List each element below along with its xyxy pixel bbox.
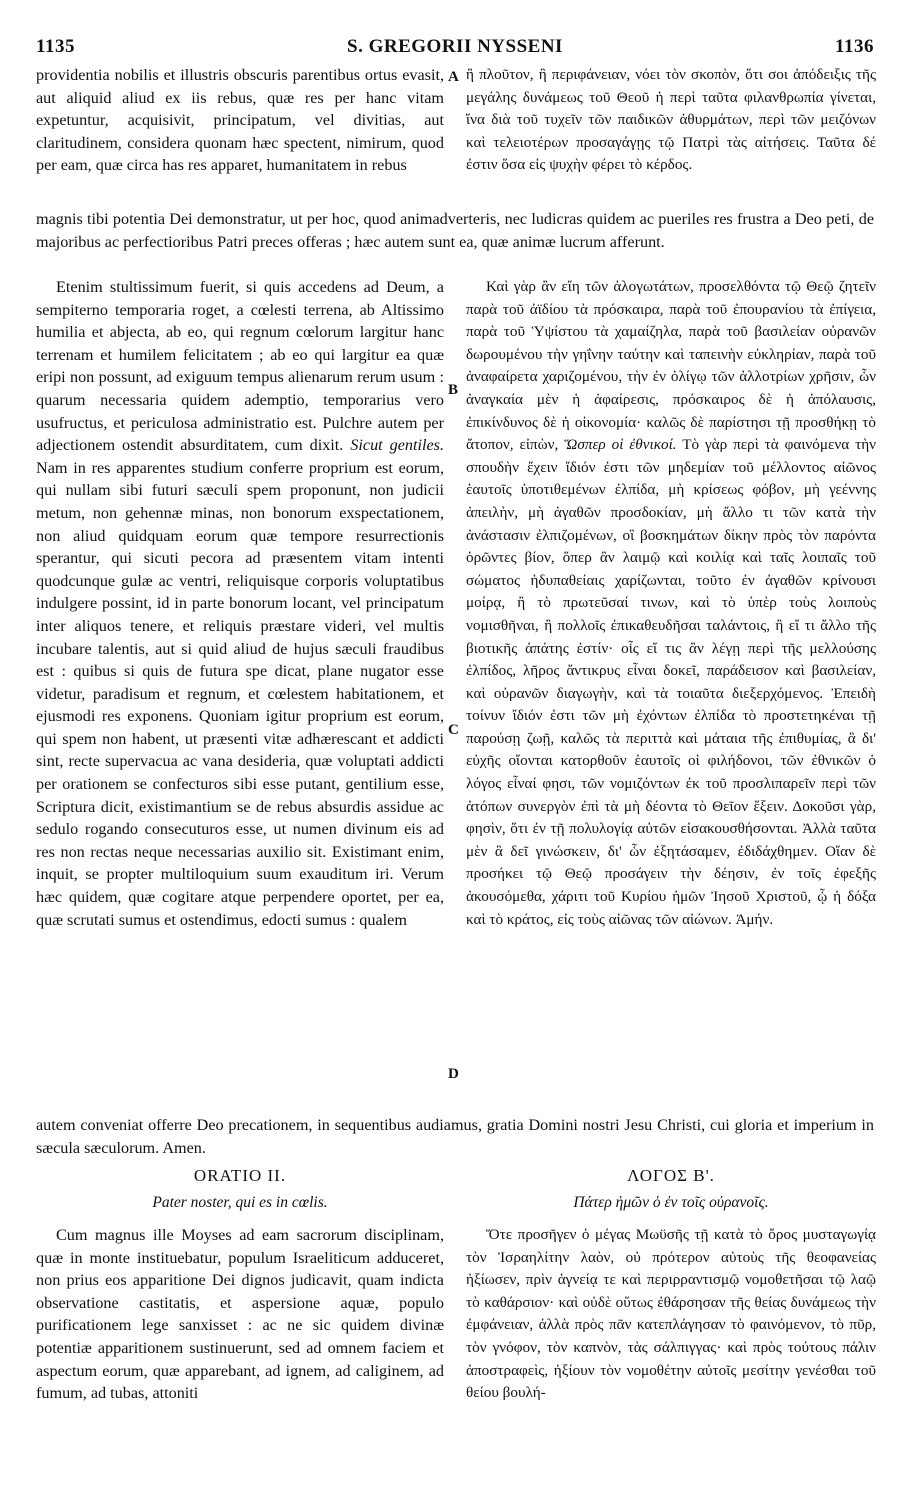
greek-oration-text-column [466,1224,876,1434]
greek-oration-title: ΛΟΓΟΣ Β'. [627,1166,715,1185]
margin-marker-a: A [448,69,459,85]
greek-scripture-quote: Ὥσπερ οἱ ἐθνικοί. [564,436,677,454]
latin-paragraph-1: Etenim stultissimum fuerit, si quis accedens ad Deum, a sempiterno temporaria roget, a cœlesti terrena, ab Altissimo humilia et abjecta, ab eo, qui regnum cœlorum largitur hanc terrenam et humilem felicitatem ; ab eo qui largitur ea quæ eripi non possunt, ad exiguum tempus alienarum rerum usum : quarum necessaria quidem ademptio, temporarius vero usufructus, et periculosa administratio est. Pulchre autem per adjectionem ostendit absurditatem, cum dixit. [36,278,444,455]
left-page-number: 1135 [36,36,75,57]
latin-column-middle [36,276,444,1114]
latin-oration-text: Cum magnus ille Moyses ad eam sacrorum disciplinam, quæ in monte instituebatur, populum Israeliticum adduceret, non prius eos apparitione Dei dignos judicavit, quam indicta observatione castitatis, et aspersione aquæ, populo purificationem lege sanxisset : ac ne sic quidem divinæ potentiæ apparitionem sustinuerunt, sed ad omnem faciem et aspectum eorum, quæ apparebant, ad ignem, ad caliginem, ad fumum, ad tubas, attoniti [36,1226,444,1403]
latin-scripture-quote: Sicut gentiles. [350,436,444,455]
latin-paragraph-2: Nam in res apparentes studium conferre proprium est eorum, qui nullam sibi futuri sæculi spem proponunt, non judicii metum, non gehennæ minas, non bonorum exspectationem, non aliud quidquam eorum quæ tempore resurrectionis sperantur, qui sicuti pecora ad præsentem vitam intenti quodcunque gulæ ac ventri, reliquisque corporis voluptatibus indulgere possint, id in parte bonorum locant, vel principatum inter aliquos tenere, et reliquis præstare videri, vel multis incubare talentis, aut si quid aliud de hujus sæculi fraudibus est : quibus si quis de futura spe dicat, plane nugator esse videtur, paradisum et regnum, et cœlestem habitationem, et ejusmodi res exponens. Quoniam igitur proprium est eorum, qui spem non habent, ut præsenti vitæ adhærescant et addicti sint, recte supervacua ac vana desideria, quæ voluptati addicti per orationem se confecturos sibi esse putant, gentilium esse, Scriptura dicit, existimantium se de rebus absurdis assidue ac sedulo rogando consecuturos esse, ut numen divinum eis ad res non rectas neque necessarias auxilio sit. Existimant enim, inquit, se propter multiloquium suum exauditum iri. Verum hæc quidem, quæ cogitare atque perpendere oportet, per ea, quæ scrutati sumus et ostendimus, edocti sumus : qualem [36,458,444,929]
latin-column-top: providentia nobilis et illustris obscuris parentibus ortus evasit, aut aliquid aliud ex iis rebus, quæ res per hanc vitam expetuntur, acquisivit, principatum, vel divitias, aut claritudinem, considera quonam hæc spectent, nimirum, quod per eam, quæ circa has res apparet, humanitatem in rebus [36,66,444,175]
latin-oration-title: ORATIO II. [193,1166,287,1185]
margin-marker-c: C [448,722,459,738]
greek-column-middle [466,276,876,1114]
greek-paragraph-1: Καὶ γὰρ ἂν εἴη τῶν ἀλογωτάτων, προσελθόντα τῷ Θεῷ ζητεῖν παρὰ τοῦ ἀϊδίου τὰ πρόσκαιρα, παρὰ τοῦ ἐπουρανίου τὰ ἐπίγεια, παρὰ τοῦ Ὑψίστου τὰ χαμαίζηλα, παρὰ τοῦ βασιλείαν οὐρανῶν δωρουμένου τὴν γηΐνην ταύτην καὶ ταπεινὴν εὐκληρίαν, παρὰ τοῦ ἀναφαίρετα χαριζομένου, τὴν ἐν ὀλίγῳ τῶν ἀλλοτρίων χρῆσιν, ὧν ἀναγκαία μὲν ἡ ἀφαίρεσις, πρόσκαιρος δὲ ἡ ἀπόλαυσις, ἐπικίνδυνος δὲ ἡ οἰκονομία· καλῶς δὲ παρίστησι τῇ προσθήκῃ τὸ ἄτοπον, εἰπὼν, [466,278,876,454]
margin-marker-d: D [448,1066,459,1082]
right-page-number: 1136 [835,36,874,57]
greek-paragraph-2: Τὸ γὰρ περὶ τὰ φαινόμενα τὴν σπουδὴν ἔχειν ἴδιόν ἐστι τῶν μηδεμίαν τοῦ μέλλοντος αἰῶνος ἑαυτοῖς ὑποτιθεμένων ἐλπίδα, μὴ κρίσεως φόβον, μὴ γεέννης ἀπειλὴν, μὴ ἀγαθῶν προσδοκίαν, μὴ ἄλλο τι τῶν κατὰ τὴν ἀνάστασιν ἐλπιζομένων, οἳ βοσκημάτων δίκην πρὸς τὸν παρόντα ὁρῶντες βίον, ὅπερ ἂν λαιμῷ καὶ κοιλίᾳ καὶ ταῖς λοιπαῖς τοῦ σώματος ἡδυπαθείαις χαρίζωνται, τοῦτο ἐν ἀγαθῶν κρίνουσι μοίρᾳ, ἢ τὸ πρωτεῦσαί τινων, καὶ τὸ ὑπὲρ τοὺς λοιποὺς νομισθῆναι, ἢ πολλοῖς ἐπικαθευδῆσαι ταλάντοις, ἢ εἴ τι ἄλλο τῆς βιοτικῆς ἀπάτης ἐστίν· οἷς εἴ τις ἂν λέγῃ περὶ τῆς μελλούσης ἐλπίδος, λῆρος ἄντικρυς εἶναι δοκεῖ, παράδεισον καὶ βασιλείαν, καὶ οὐρανῶν διαγωγὴν, καὶ τὰ τοιαῦτα διεξερχόμενος. Ἐπειδὴ τοίνυν ἴδιόν ἐστι τῶν μὴ ἐχόντων ἐλπίδα τὸ προστετηκέναι τῇ παρούσῃ ζωῇ, καλῶς τὰ περιττὰ καὶ μάταια τῆς ἐπιθυμίας, ἃ δι' εὐχῆς οἴονται κατορθοῦν ἑαυτοῖς οἱ φιλήδονοι, τῶν ἐθνικῶν ὁ λόγος εἶναί φησι, τῶν νομιζόντων ἐκ τοῦ προσλιπαρεῖν περὶ τῶν ἀτόπων συνεργὸν ἐπὶ τὰ μὴ δέοντα τὸ Θεῖον ἕξειν. Δοκοῦσι γὰρ, φησὶν, ὅτι ἐν τῇ πολυλογίᾳ αὐτῶν εἰσακουσθήσονται. Ἀλλὰ ταῦτα μὲν ἃ δεῖ γινώσκειν, δι' ὧν ἐξητάσαμεν, ἐδιδάχθημεν. Οἵαν δὲ προσήκει τῷ Θεῷ προσάγειν τὴν δέησιν, ἐν τοῖς ἐφεξῆς ἀκουσόμεθα, χάριτι τοῦ Κυρίου ἡμῶν Ἰησοῦ Χριστοῦ, ᾧ ἡ δόξα καὶ τὸ κράτος, εἰς τοὺς αἰῶνας τῶν αἰώνων. Ἀμήν. [466,436,877,928]
latin-oration-text-column [36,1224,444,1434]
greek-oration-subtitle: Πάτερ ἡμῶν ὁ ἐν τοῖς οὐρανοῖς. [573,1194,769,1211]
running-header [36,36,874,64]
margin-marker-b: B [448,382,459,398]
latin-oration-subtitle: Pater noster, qui es in cœlis. [152,1194,328,1211]
greek-oration-text: Ὅτε προσῆγεν ὁ μέγας Μωϋσῆς τῇ κατὰ τὸ ὄρος μυσταγωγίᾳ τὸν Ἰσραηλίτην λαὸν, οὐ πρότερον αὐτοὺς τῆς θεοφανείας ἠξίωσεν, πρὶν ἁγνείᾳ τε καὶ περιρραντισμῷ νομοθετῆσαι τῷ λαῷ τὸ καθάρσιον· καὶ οὐδὲ οὕτως ἐθάρσησαν τῆς θείας δυνάμεως τὴν ἐμφάνειαν, ἀλλὰ πρὸς πᾶν κατεπλάγησαν τὸ φαινόμενον, τὸ πῦρ, τὸν γνόφον, τὸν καπνὸν, τὰς σάλπιγγας· καὶ πρὸς τούτους πάλιν ἀποστραφεὶς, ἠξίουν τὸν νομοθέτην αὐτοῖς μεσίτην γενέσθαι τοῦ θείου βουλή- [466,1226,876,1402]
running-title: S. GREGORII NYSSENI [347,36,563,57]
latin-full-width-middle: autem conveniat offerre Deo precationem, in sequentibus audiamus, gratia Domini nostri Jesu Christi, cui gloria et imperium in sæcula sæculorum. Amen. [36,1116,874,1157]
latin-full-width-top: magnis tibi potentia Dei demonstratur, ut per hoc, quod animadverteris, nec ludicras quidem ac pueriles res frustra a Deo peti, de majoribus ac perfectioribus Patri preces offeras ; hæc autem sunt ea, quæ animæ lucrum afferunt. [36,210,874,251]
greek-column-top: ἢ πλοῦτον, ἢ περιφάνειαν, νόει τὸν σκοπὸν, ὅτι σοι ἀπόδειξις τῆς μεγάλης δυνάμεως τοῦ Θεοῦ ἡ περὶ ταῦτα φιλανθρωπία γίνεται, ἵνα διὰ τοῦ τυχεῖν τῶν παιδικῶν ἀθυρμάτων, περὶ τῶν μειζόνων καὶ τελειοτέρων προσαγάγῃς τῷ Πατρὶ τὰς αἰτήσεις. Ταῦτα δέ ἐστιν ὅσα εἰς ψυχὴν φέρει τὸ κέρδος. [466,66,876,174]
